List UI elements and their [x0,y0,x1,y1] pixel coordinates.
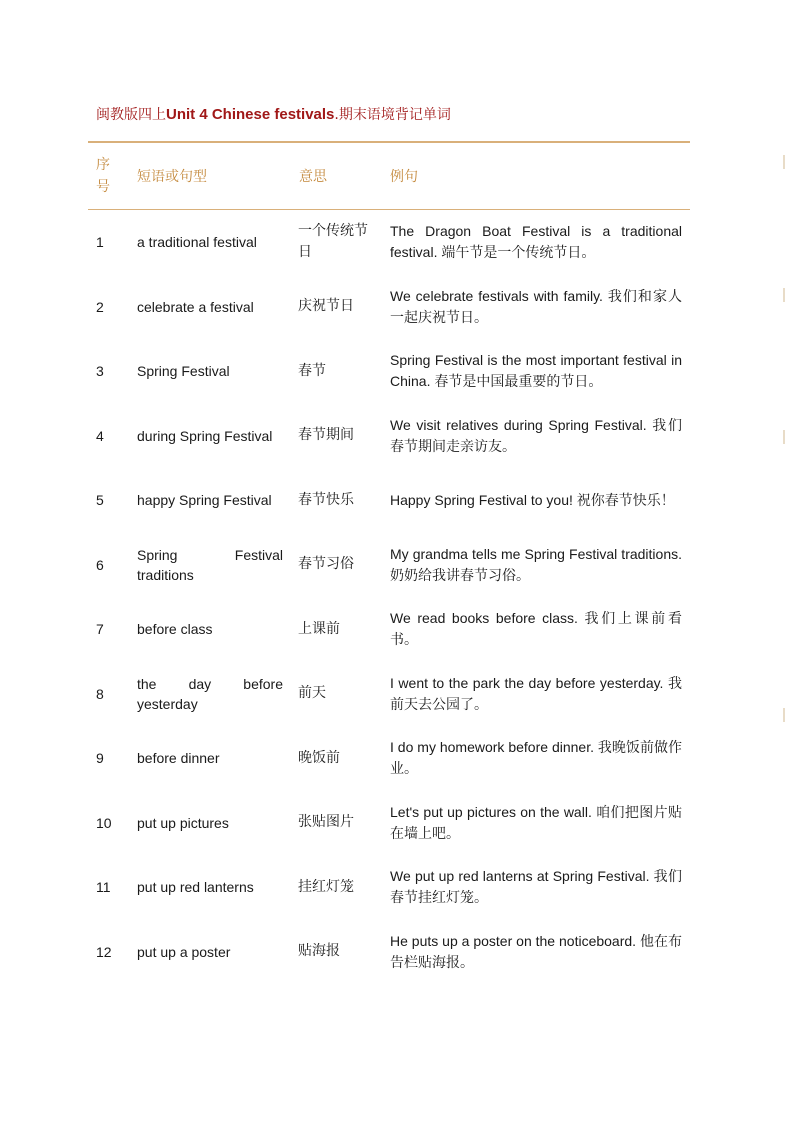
row-phrase: Spring Festival [137,363,230,380]
header-phrase: 短语或句型 [137,169,207,185]
row-seq: 1 [96,234,104,251]
row-example: My grandma tells me Spring Festival traditions. 奶奶给我讲春节习俗。 [390,545,682,583]
row-meaning: 上课前 [298,620,340,637]
row-phrase: during Spring Festival [137,427,273,444]
row-meaning: 春节期间 [298,427,354,444]
page-edge-mark [783,708,785,722]
table-row [88,339,690,404]
row-meaning: 庆祝节日 [298,298,354,315]
row-example: We visit relatives during Spring Festival. 我们春节期间走亲访友。 [390,416,682,454]
header-example: 例句 [390,169,418,185]
row-example: Happy Spring Festival to you! 祝你春节快乐！ [390,491,675,508]
table-row [88,210,690,275]
row-seq: 7 [96,621,104,638]
page-edge-mark [783,155,785,169]
row-meaning: 晚饭前 [298,749,340,766]
page-edge-mark [783,288,785,302]
row-meaning: 一个传统节日 [298,223,368,261]
row-phrase: the day before yesterday [137,675,283,712]
table-row [88,791,690,856]
row-phrase: put up pictures [137,814,229,831]
table-header [88,143,690,209]
row-seq: 4 [96,427,104,444]
row-example: The Dragon Boat Festival is a traditional festival. 端午节是一个传统节日。 [390,223,682,261]
row-meaning: 张贴图片 [298,814,354,831]
row-seq: 9 [96,750,104,767]
row-seq: 11 [96,879,111,896]
row-seq: 8 [96,685,104,702]
row-phrase: Spring Festival traditions [137,546,283,583]
row-example: Spring Festival is the most important festival in China. 春节是中国最重要的节日。 [390,352,682,390]
title-prefix: 闽教版四上 [96,107,166,123]
row-phrase: celebrate a festival [137,298,254,315]
row-seq: 12 [96,943,112,960]
row-seq: 10 [96,814,112,831]
row-meaning: 春节习俗 [298,556,354,573]
row-phrase: put up a poster [137,943,231,960]
row-phrase: before dinner [137,750,220,767]
row-meaning: 挂红灯笼 [298,878,354,895]
row-phrase: before class [137,621,213,638]
row-example: He puts up a poster on the noticeboard. 他在布告栏贴海报。 [390,932,682,970]
row-seq: 2 [96,298,104,315]
row-phrase: put up red lanterns [137,879,254,896]
title-suffix: .期末语境背记单词 [334,107,451,123]
table-row [88,726,690,791]
table-row [88,275,690,340]
row-meaning: 前天 [298,685,326,702]
row-seq: 5 [96,492,104,509]
table-row [88,533,690,598]
table-row [88,662,690,727]
row-example: We read books before class. 我们上课前看书。 [390,610,682,648]
table-row [88,597,690,662]
row-example: We celebrate festivals with family. 我们和家人一起庆祝节日。 [390,287,682,325]
row-example: We put up red lanterns at Spring Festival. 我们春节挂红灯笼。 [390,868,682,906]
table-row [88,468,690,533]
row-seq: 6 [96,556,104,573]
table-row [88,855,690,920]
row-phrase: a traditional festival [137,234,257,251]
header-meaning: 意思 [299,169,327,185]
title-unit: Unit 4 Chinese festivals [166,106,335,123]
row-example: I went to the park the day before yesterday. 我前天去公园了。 [390,674,682,712]
row-phrase: happy Spring Festival [137,492,272,509]
row-example: Let's put up pictures on the wall. 咱们把图片贴在墙上吧。 [390,803,682,841]
table-row [88,404,690,469]
row-meaning: 春节 [298,362,326,379]
table-row [88,920,690,985]
table-body [88,210,690,984]
page-edge-mark [783,430,785,444]
page-title [96,104,451,124]
header-seq: 序号 [96,157,110,195]
row-meaning: 春节快乐 [298,491,354,508]
row-seq: 3 [96,363,104,380]
row-example: I do my homework before dinner. 我晚饭前做作业。 [390,739,682,777]
row-meaning: 贴海报 [298,943,340,960]
